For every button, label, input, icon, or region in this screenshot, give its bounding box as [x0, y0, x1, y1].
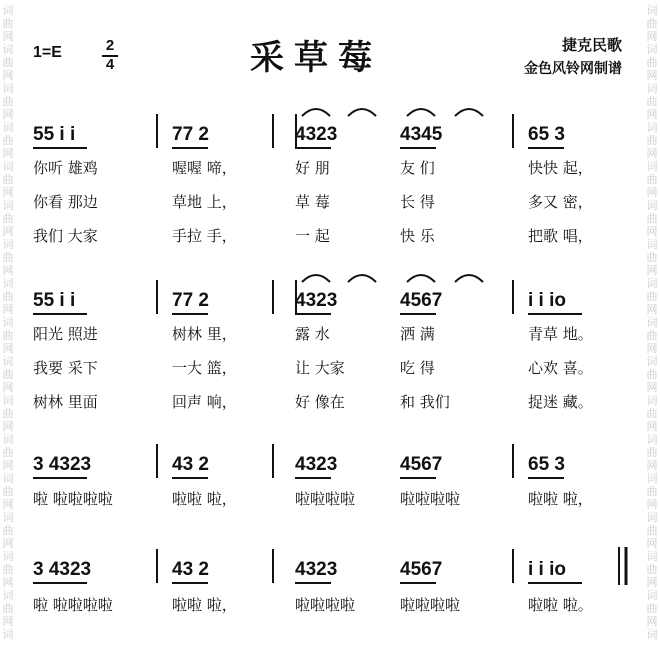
note-group: 4323	[295, 454, 338, 475]
watermark-char: 曲	[2, 251, 14, 264]
watermark-char: 网	[2, 264, 14, 277]
lyric-segment: 草 莓	[295, 193, 330, 211]
watermark-char: 词	[646, 628, 658, 641]
watermark-char: 曲	[2, 212, 14, 225]
watermark-char: 词	[646, 160, 658, 173]
watermark-char: 词	[646, 550, 658, 563]
time-signature-top: 2	[105, 37, 115, 54]
lyric-segment: 阳光 照进	[33, 325, 98, 343]
watermark-char: 曲	[2, 95, 14, 108]
lyric-segment: 啦啦 啦，	[172, 596, 237, 614]
watermark-char: 词	[646, 199, 658, 212]
watermark-char: 网	[646, 615, 658, 628]
watermark-char: 曲	[646, 95, 658, 108]
note-group: 4323	[295, 124, 338, 145]
note-group: 4567	[400, 454, 443, 475]
slur-mark	[302, 275, 330, 282]
watermark-char: 词	[646, 472, 658, 485]
watermark-char: 网	[646, 225, 658, 238]
watermark-char: 词	[646, 121, 658, 134]
watermark-char: 曲	[2, 446, 14, 459]
lyric-segment: 露 水	[295, 325, 330, 343]
lyric-segment: 草地 上，	[172, 193, 237, 211]
watermark-char: 词	[646, 589, 658, 602]
watermark-char: 词	[2, 277, 14, 290]
watermark-char: 曲	[2, 485, 14, 498]
lyric-segment: 长 得	[400, 193, 435, 211]
lyric-segment: 啦啦 啦，	[528, 490, 593, 508]
note-group: 4567	[400, 290, 443, 311]
note-group: 3 4323	[33, 559, 92, 580]
lyric-segment: 一大 篮，	[172, 359, 237, 377]
watermark-char: 词	[2, 4, 14, 17]
watermark-char: 网	[2, 303, 14, 316]
watermark-char: 词	[2, 394, 14, 407]
watermark-char: 曲	[646, 134, 658, 147]
watermark-char: 网	[646, 537, 658, 550]
lyric-segment: 洒 满	[400, 325, 435, 343]
note-group: 55 i i	[33, 290, 76, 311]
watermark-char: 网	[2, 225, 14, 238]
lyric-segment: 心欢 喜。	[528, 359, 593, 377]
watermark-char: 词	[2, 550, 14, 563]
watermark-char: 词	[2, 82, 14, 95]
watermark-char: 曲	[646, 602, 658, 615]
lyric-segment: 喔喔 啼，	[172, 159, 237, 177]
lyric-segment: 友 们	[400, 159, 435, 177]
lyric-segment: 把歌 唱，	[528, 227, 593, 245]
lyric-segment: 树林 里面	[33, 393, 98, 411]
lyric-segment: 回声 响，	[172, 393, 237, 411]
lyric-segment: 你看 那边	[33, 193, 98, 211]
lyric-segment: 啦 啦啦啦啦	[33, 596, 113, 614]
slur-mark	[348, 275, 376, 282]
slur-mark	[455, 109, 483, 116]
note-group: 77 2	[172, 290, 209, 311]
note-group: 4567	[400, 559, 443, 580]
watermark-char: 网	[646, 342, 658, 355]
watermark-char: 词	[2, 472, 14, 485]
watermark-char: 词	[2, 121, 14, 134]
note-group: i i io	[528, 290, 566, 311]
note-group: 4323	[295, 559, 338, 580]
watermark-char: 词	[2, 355, 14, 368]
lyric-segment: 快快 起，	[528, 159, 593, 177]
note-group: 65 3	[528, 454, 565, 475]
watermark-char: 词	[2, 589, 14, 602]
note-group: 43 2	[172, 454, 209, 475]
watermark-char: 曲	[2, 524, 14, 537]
watermark-char: 网	[2, 381, 14, 394]
watermark-char: 曲	[2, 173, 14, 186]
watermark-char: 网	[2, 576, 14, 589]
watermark-char: 词	[646, 355, 658, 368]
watermark-char: 曲	[646, 173, 658, 186]
watermark-char: 曲	[646, 407, 658, 420]
watermark-char: 曲	[2, 329, 14, 342]
watermark-char: 曲	[2, 134, 14, 147]
watermark-char: 词	[2, 199, 14, 212]
watermark-char: 网	[646, 147, 658, 160]
slur-mark	[407, 109, 435, 116]
watermark-char: 词	[646, 4, 658, 17]
watermark-char: 网	[2, 69, 14, 82]
watermark-char: 网	[2, 30, 14, 43]
slur-mark	[348, 109, 376, 116]
watermark-char: 曲	[2, 563, 14, 576]
watermark-char: 曲	[646, 329, 658, 342]
note-group: 55 i i	[33, 124, 76, 145]
watermark-char: 曲	[646, 17, 658, 30]
watermark-char: 词	[2, 43, 14, 56]
lyric-segment: 捉迷 藏。	[528, 393, 593, 411]
watermark-char: 网	[646, 459, 658, 472]
watermark-char: 词	[646, 511, 658, 524]
lyric-segment: 快 乐	[400, 227, 435, 245]
watermark-char: 曲	[646, 524, 658, 537]
lyric-segment: 啦 啦啦啦啦	[33, 490, 113, 508]
watermark-char: 曲	[2, 368, 14, 381]
watermark-char: 网	[646, 381, 658, 394]
lyric-segment: 让 大家	[295, 359, 345, 377]
lyric-segment: 啦啦啦啦	[400, 596, 461, 614]
lyric-segment: 我们 大家	[33, 227, 98, 245]
watermark-char: 曲	[2, 602, 14, 615]
slur-mark	[302, 109, 330, 116]
lyric-segment: 我要 采下	[33, 359, 98, 377]
lyric-segment: 树林 里，	[172, 325, 237, 343]
watermark-char: 词	[2, 511, 14, 524]
watermark-char: 网	[646, 420, 658, 433]
watermark-char: 曲	[2, 290, 14, 303]
watermark-char: 词	[2, 238, 14, 251]
watermark-char: 曲	[646, 563, 658, 576]
watermark-char: 词	[2, 316, 14, 329]
watermark-char: 网	[646, 498, 658, 511]
lyric-segment: 啦啦啦啦	[400, 490, 461, 508]
watermark-char: 网	[2, 147, 14, 160]
lyric-segment: 啦啦 啦。	[528, 596, 593, 614]
watermark-char: 词	[646, 277, 658, 290]
watermark-char: 网	[2, 420, 14, 433]
lyric-segment: 青草 地。	[528, 325, 593, 343]
watermark-char: 曲	[646, 56, 658, 69]
watermark-char: 词	[2, 628, 14, 641]
watermark-char: 词	[646, 316, 658, 329]
note-group: 77 2	[172, 124, 209, 145]
note-group: i i io	[528, 559, 566, 580]
watermark-char: 词	[646, 43, 658, 56]
note-group: 4323	[295, 290, 338, 311]
watermark-char: 曲	[2, 17, 14, 30]
watermark-char: 曲	[646, 212, 658, 225]
lyric-segment: 和 我们	[400, 393, 450, 411]
lyric-segment: 啦啦 啦，	[172, 490, 237, 508]
note-group: 65 3	[528, 124, 565, 145]
time-signature-bottom: 4	[105, 56, 115, 73]
watermark-char: 曲	[646, 251, 658, 264]
watermark-char: 词	[2, 160, 14, 173]
lyric-segment: 吃 得	[400, 359, 435, 377]
note-group: 4345	[400, 124, 443, 145]
watermark-char: 曲	[646, 290, 658, 303]
watermark-char: 网	[646, 108, 658, 121]
note-group: 3 4323	[33, 454, 92, 475]
watermark-char: 网	[2, 186, 14, 199]
watermark-char: 曲	[646, 368, 658, 381]
score-credit: 金色风铃网制谱	[524, 61, 622, 77]
slur-mark	[455, 275, 483, 282]
watermark-char: 曲	[646, 446, 658, 459]
watermark-char: 词	[646, 433, 658, 446]
song-title: 采草莓	[250, 38, 382, 78]
watermark-char: 网	[646, 576, 658, 589]
lyric-segment: 好 朋	[295, 159, 330, 177]
lyric-segment: 啦啦啦啦	[295, 490, 356, 508]
watermark-char: 曲	[2, 407, 14, 420]
watermark-char: 网	[2, 342, 14, 355]
watermark-char: 词	[646, 394, 658, 407]
key-signature: 1=E	[33, 44, 62, 61]
watermark-char: 词	[646, 238, 658, 251]
watermark-char: 网	[646, 303, 658, 316]
lyric-segment: 好 像在	[295, 393, 345, 411]
lyric-segment: 一 起	[295, 227, 330, 245]
watermark-char: 词	[2, 433, 14, 446]
watermark-char: 网	[2, 537, 14, 550]
watermark-char: 网	[2, 498, 14, 511]
lyric-segment: 多又 密，	[528, 193, 593, 211]
watermark-char: 曲	[2, 56, 14, 69]
watermark-char: 网	[646, 186, 658, 199]
lyric-segment: 手拉 手，	[172, 227, 237, 245]
watermark-char: 网	[2, 459, 14, 472]
watermark-char: 曲	[646, 485, 658, 498]
watermark-char: 网	[2, 615, 14, 628]
watermark-char: 网	[2, 108, 14, 121]
watermark-char: 词	[646, 82, 658, 95]
song-origin: 捷克民歌	[561, 36, 622, 54]
watermark-char: 网	[646, 69, 658, 82]
lyric-segment: 啦啦啦啦	[295, 596, 356, 614]
watermark-char: 网	[646, 30, 658, 43]
slur-mark	[407, 275, 435, 282]
watermark-char: 网	[646, 264, 658, 277]
note-group: 43 2	[172, 559, 209, 580]
lyric-segment: 你听 雄鸡	[33, 159, 98, 177]
